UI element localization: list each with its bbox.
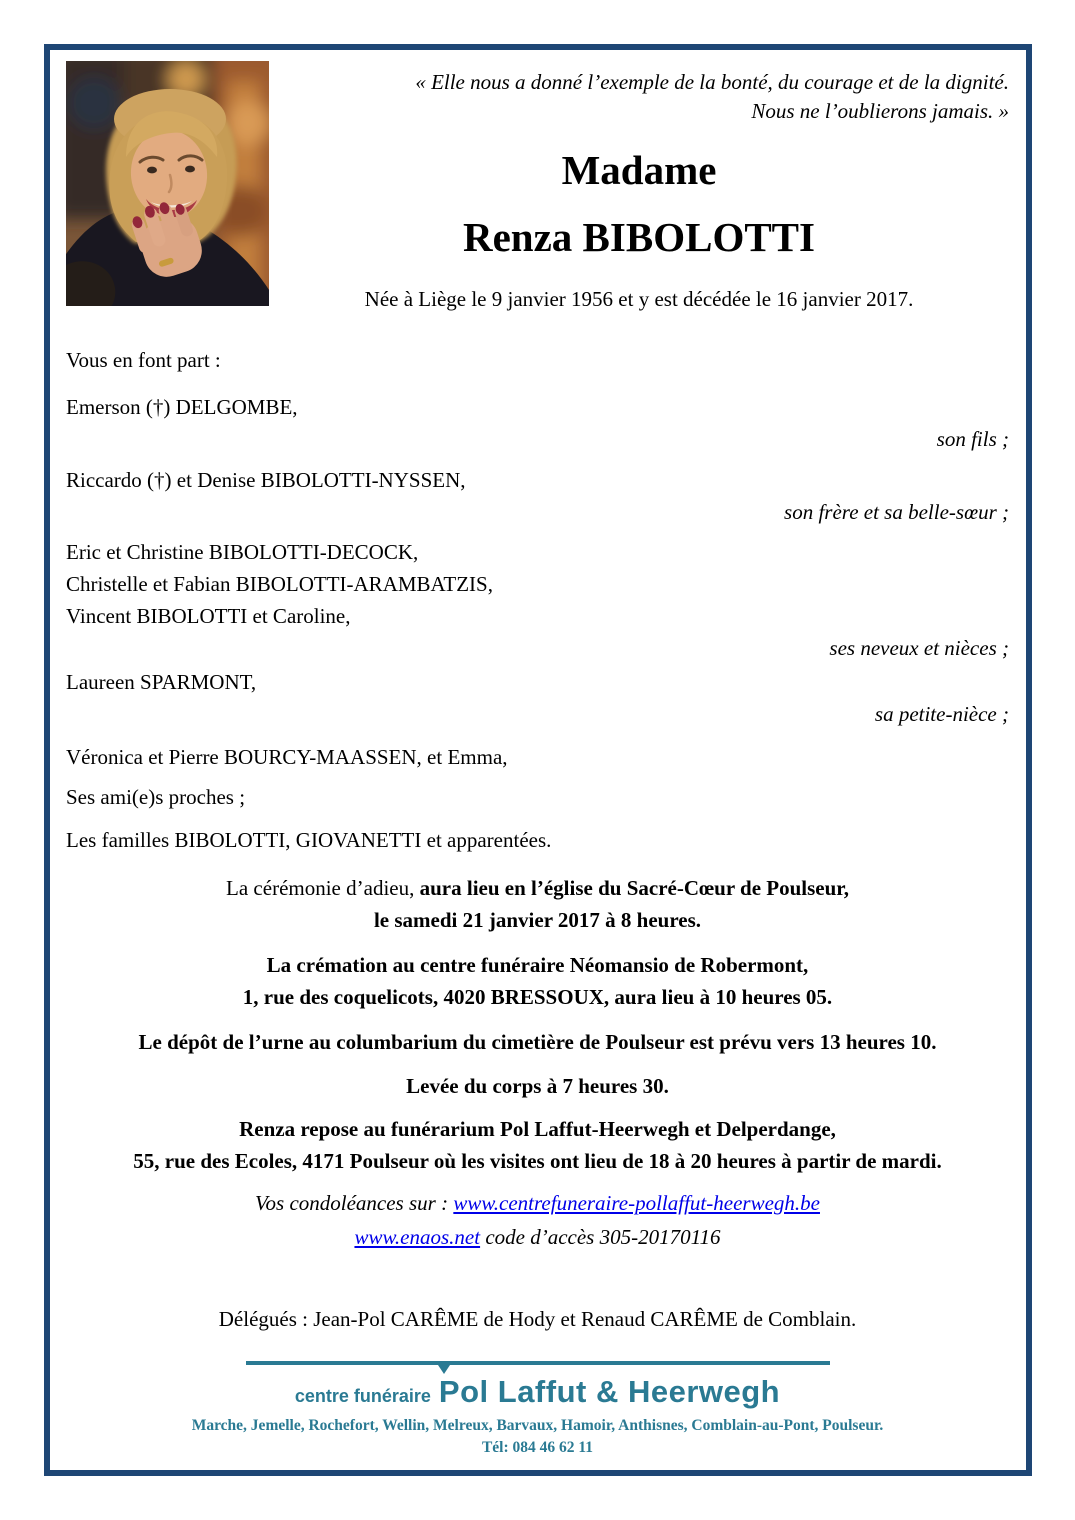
memorial-quote [269, 68, 1009, 126]
relative-name: Laureen SPARMONT, [66, 670, 257, 694]
header-text-column [269, 60, 1009, 312]
condolences-link[interactable]: www.centrefuneraire-pollaffut-heerwegh.be [453, 1191, 820, 1215]
title-madame: Madame [561, 147, 717, 193]
page-border-frame [44, 44, 1032, 1476]
footer-brand-block [66, 1361, 1009, 1457]
enaos-line [66, 1221, 1009, 1253]
farewell-regular: La cérémonie d’adieu, [226, 876, 420, 900]
condolences-prefix: Vos condoléances sur : [255, 1191, 454, 1215]
condolences-line [66, 1187, 1009, 1219]
header [66, 60, 1009, 312]
delegates-line: Délégués : Jean-Pol CARÊME de Hody et Renaud CARÊME de Comblain. [218, 1307, 857, 1331]
announcement-intro: Vous en font part : [66, 348, 221, 372]
footer-divider [246, 1361, 830, 1365]
relative-name: Riccardo (†) et Denise BIBOLOTTI-NYSSEN, [66, 468, 466, 492]
relative-name: Eric et Christine BIBOLOTTI-DECOCK, [66, 540, 419, 564]
cremation-address: 1, rue des coquelicots, 4020 BRESSOUX, aura lieu à 10 heures 05. [242, 985, 833, 1009]
enaos-link[interactable]: www.enaos.net [354, 1225, 481, 1249]
relation-label: son fils ; [936, 427, 1009, 451]
memorial-quote-line1: « Elle nous a donné l’exemple de la bonté, du courage et de la dignité. [415, 70, 1009, 94]
memorial-quote-line2: Nous ne l’oublierons jamais. » [751, 99, 1009, 123]
footer-phone: Tél: 084 46 62 11 [481, 1439, 594, 1456]
relation-label: son frère et sa belle-sœur ; [784, 500, 1009, 524]
announcement-section [66, 344, 1009, 856]
relative-name: Les familles BIBOLOTTI, GIOVANETTI et apparentées. [66, 828, 552, 852]
cremation-place: La crémation au centre funéraire Néomansio de Robermont, [266, 953, 809, 977]
brand-name [439, 1374, 780, 1410]
triangle-down-icon [436, 1362, 452, 1374]
relation-label: sa petite-nièce ; [874, 702, 1009, 726]
portrait-photo-illustration [66, 61, 269, 306]
urn-line: Le dépôt de l’urne au columbarium du cimetière de Poulseur est prévu vers 13 heures 10. [138, 1030, 937, 1054]
portrait-photo [66, 61, 269, 306]
repose-address: 55, rue des Ecoles, 4171 Poulseur où les visites ont lieu de 18 à 20 heures à partir de mardi. [133, 1149, 942, 1173]
farewell-bold: aura lieu en l’église du Sacré-Cœur de Poulseur, [419, 876, 849, 900]
repose-place: Renza repose au funérarium Pol Laffut-Heerwegh et Delperdange, [239, 1117, 836, 1141]
brand-name-text: Pol Laffut & Heerwegh [438, 1374, 781, 1409]
cremation-line [66, 949, 1009, 1013]
relation-label: ses neveux et nièces ; [829, 636, 1009, 660]
relative-name: Vincent BIBOLOTTI et Caroline, [66, 604, 351, 628]
farewell-date: le samedi 21 janvier 2017 à 8 heures. [373, 908, 702, 932]
footer-locations: Marche, Jemelle, Rochefort, Wellin, Melreux, Barvaux, Hamoir, Anthisnes, Comblain-au-Pont, Poulseur. [191, 1417, 884, 1434]
brand-prefix: centre funéraire [294, 1386, 431, 1406]
deceased-name: Renza BIBOLOTTI [463, 214, 815, 260]
brand-row [66, 1374, 1009, 1410]
farewell-ceremony-line [66, 872, 1009, 936]
relative-name: Christelle et Fabian BIBOLOTTI-ARAMBATZIS, [66, 572, 493, 596]
relative-name: Véronica et Pierre BOURCY-MAASSEN, et Emma, [66, 745, 508, 769]
access-code: code d’accès 305-20170116 [480, 1225, 721, 1249]
levee-line: Levée du corps à 7 heures 30. [406, 1074, 669, 1098]
relative-name: Ses ami(e)s proches ; [66, 785, 246, 809]
ceremony-section [66, 872, 1009, 1335]
relative-name: Emerson (†) DELGOMBE, [66, 395, 298, 419]
life-dates: Née à Liège le 9 janvier 1956 et y est décédée le 16 janvier 2017. [364, 287, 914, 311]
repose-line [66, 1113, 1009, 1177]
